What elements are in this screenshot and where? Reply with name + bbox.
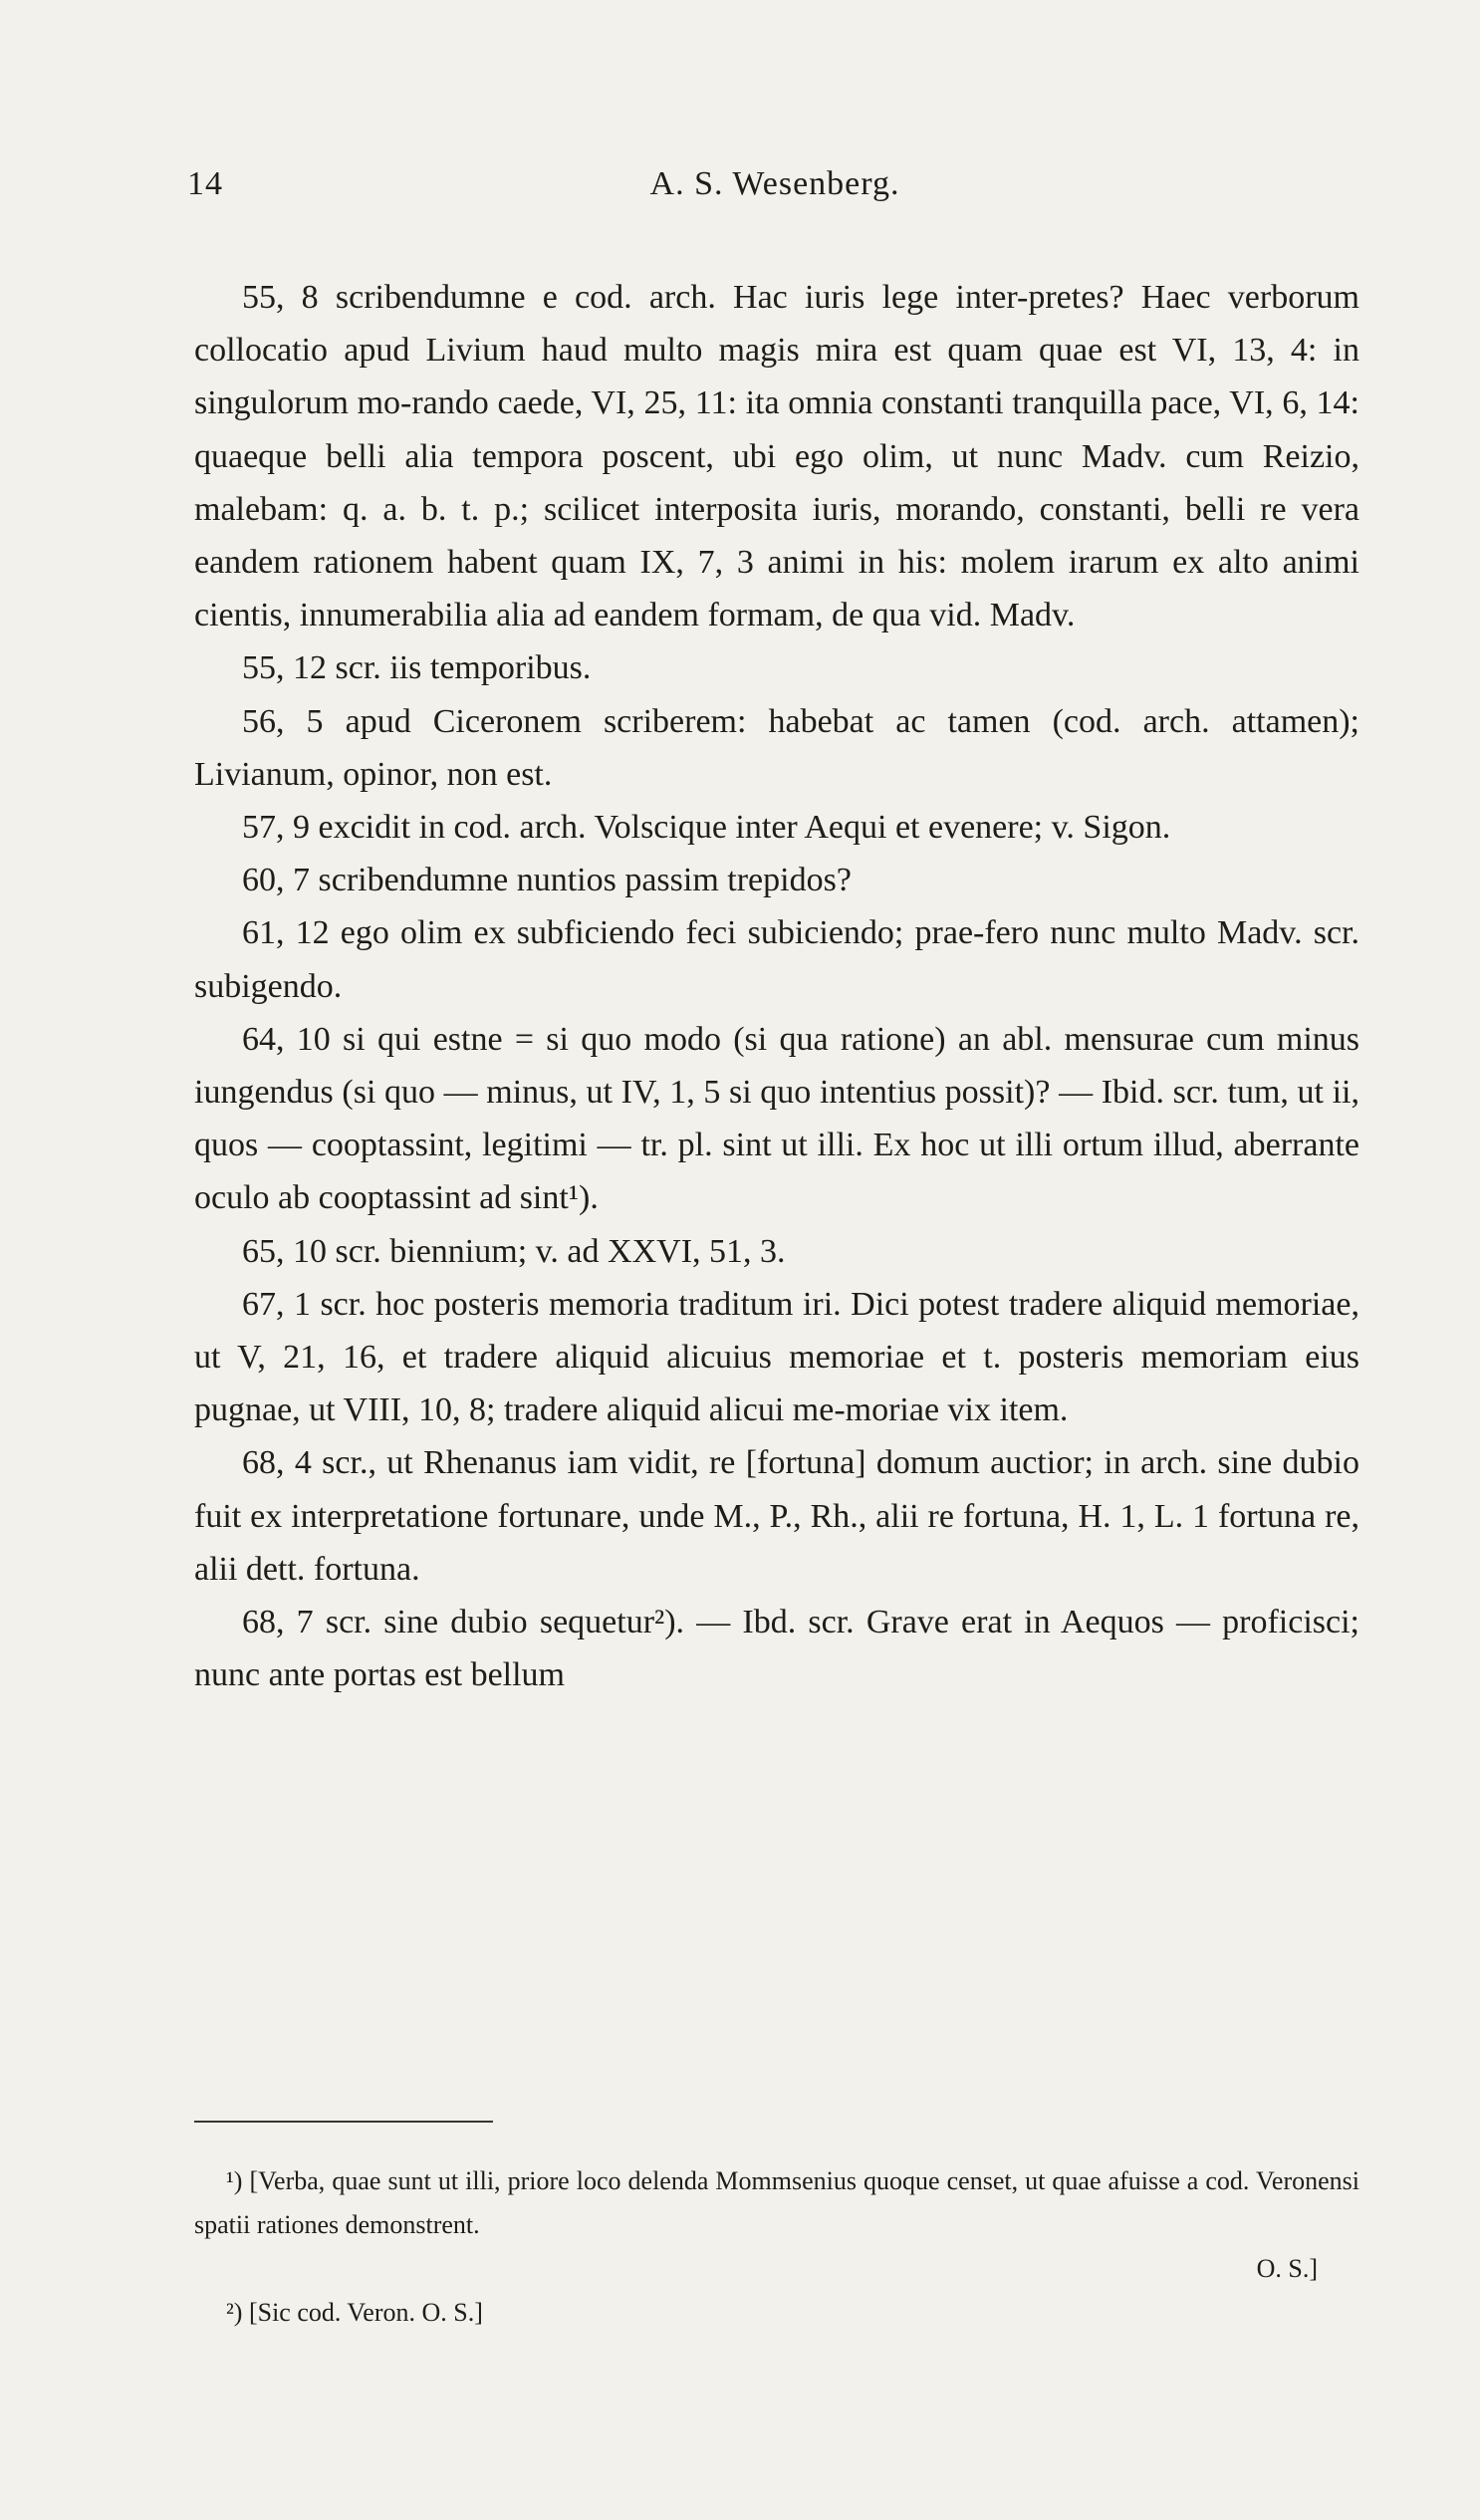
page-number: 14	[187, 165, 223, 202]
body-text	[194, 271, 1359, 1701]
paragraph-56-5: 56, 5 apud Ciceronem scriberem: habebat ac tamen (cod. arch. attamen); Livianum, opinor, non est.	[194, 702, 1359, 793]
paragraph-57-9: 57, 9 excidit in cod. arch. Volscique inter Aequi et evenere; v. Sigon.	[242, 809, 1171, 847]
paragraph-60-7: 60, 7 scribendumne nuntios passim trepidos?	[242, 862, 852, 899]
footnote-1-signature: O. S.]	[1256, 2254, 1318, 2283]
paragraph-68-7: 68, 7 scr. sine dubio sequetur²). — Ibd. scr. Grave erat in Aequos — proficisci; nunc ante portas est bellum	[194, 1604, 1359, 1694]
running-head: A. S. Wesenberg.	[649, 165, 900, 202]
paragraph-55-8: 55, 8 scribendumne e cod. arch. Hac iuris lege inter-pretes? Haec verborum collocatio apud Livium haud multo magis mira est quam quae est VI, 13, 4: in singulorum mo-rando caede, VI, 25, 11: ita omnia constanti tranquilla pace, VI, 6, 14: quaeque belli alia tempora poscent, ubi ego olim, ut nunc Madv. cum Reizio, malebam: q. a. b. t. p.; scilicet interposita iuris, morando, constanti, belli re vera eandem rationem habent quam IX, 7, 3 animi in his: molem irarum ex alto animi cientis, innumerabilia alia ad eandem formam, de qua vid. Madv.	[194, 279, 1359, 634]
paragraph-68-4: 68, 4 scr., ut Rhenanus iam vidit, re [fortuna] domum auctior; in arch. sine dubio fuit ex interpretatione fortunare, unde M., P., Rh., alii re fortuna, H. 1, L. 1 fortuna re, alii dett. fortuna.	[194, 1444, 1359, 1588]
footnotes	[194, 2159, 1359, 2335]
page-header	[187, 165, 1362, 215]
paragraph-61-12: 61, 12 ego olim ex subficiendo feci subiciendo; prae-fero nunc multo Madv. scr. subigendo.	[194, 914, 1359, 1005]
footnote-2: ²) [Sic cod. Veron. O. S.]	[226, 2298, 483, 2327]
paragraph-67-1: 67, 1 scr. hoc posteris memoria traditum iri. Dici potest tradere aliquid memoriae, ut V, 21, 16, et tradere aliquid alicuius memoriae et t. posteris memoriam eius pugnae, ut VIII, 10, 8; tradere aliquid alicui me-moriae vix item.	[194, 1285, 1359, 1429]
paragraph-65-10: 65, 10 scr. biennium; v. ad XXVI, 51, 3.	[242, 1232, 786, 1270]
footnote-1: ¹) [Verba, quae sunt ut illi, priore loco delenda Mommsenius quoque censet, ut quae afuisse a cod. Veronensi spatii rationes demonstrent.	[194, 2166, 1359, 2239]
paragraph-55-12: 55, 12 scr. iis temporibus.	[242, 649, 592, 687]
footnote-separator	[194, 2121, 493, 2123]
paragraph-64-10: 64, 10 si qui estne = si quo modo (si qua ratione) an abl. mensurae cum minus iungendus (si quo — minus, ut IV, 1, 5 si quo intentius possit)? — Ibid. scr. tum, ut ii, quos — cooptassint, legitimi — tr. pl. sint ut illi. Ex hoc ut illi ortum illud, aberrante oculo ab cooptassint ad sint¹).	[194, 1020, 1359, 1217]
